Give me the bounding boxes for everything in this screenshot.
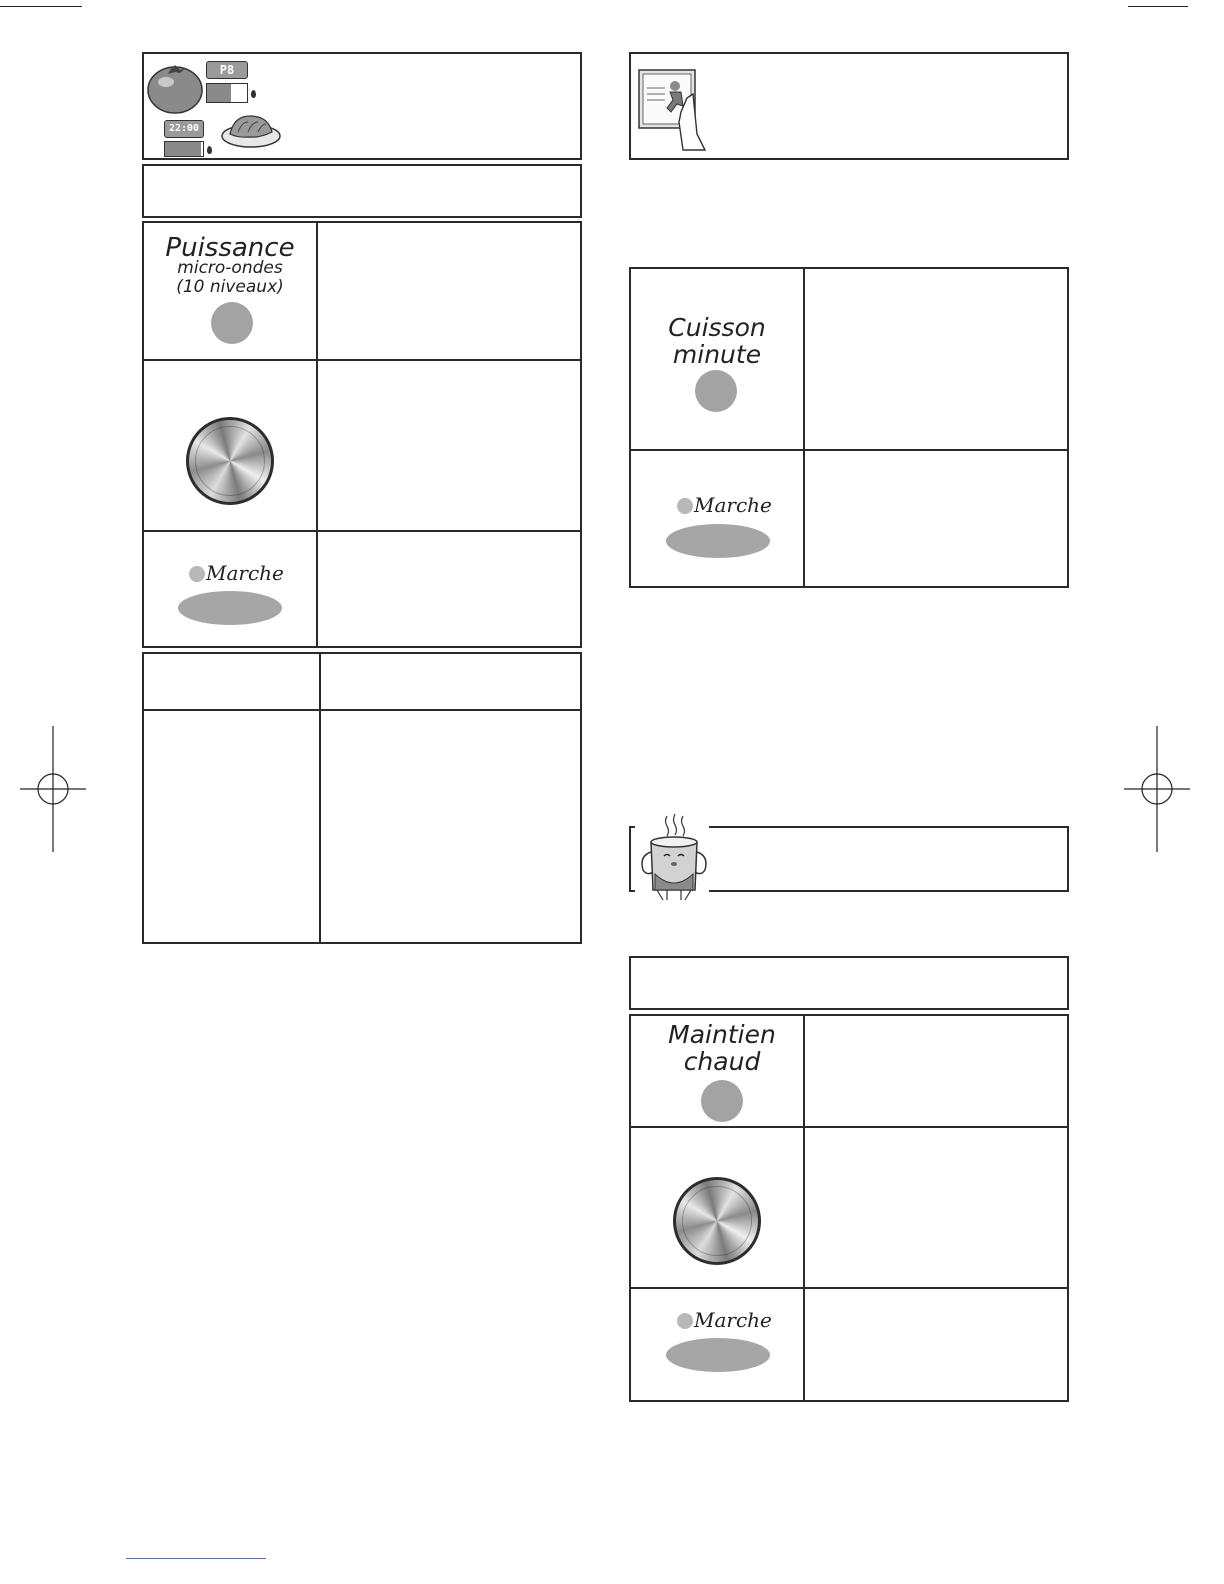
right-keepwarm-table bbox=[629, 1014, 1069, 1402]
start-led-icon bbox=[189, 566, 205, 582]
registration-mark-right-icon bbox=[1124, 726, 1190, 852]
start-label: Marche bbox=[694, 1308, 772, 1332]
quick-cook-button[interactable] bbox=[695, 370, 737, 412]
dial-knob-icon[interactable] bbox=[186, 417, 274, 505]
crop-mark-top-right bbox=[1128, 6, 1188, 7]
start-led-icon bbox=[677, 1313, 693, 1329]
quick-label-line1: Cuisson bbox=[668, 313, 766, 342]
start-led-icon bbox=[677, 498, 693, 514]
left-illustration-box bbox=[142, 52, 582, 160]
start-label: Marche bbox=[206, 561, 284, 585]
right-quick-table bbox=[629, 267, 1069, 588]
right-illustration-box bbox=[629, 52, 1069, 160]
power-label-main: Puissance bbox=[165, 233, 295, 263]
lcd-clock-icon bbox=[164, 120, 204, 138]
left-steps-table bbox=[142, 221, 582, 648]
power-label-sub2: (10 niveaux) bbox=[176, 277, 284, 297]
display-p8-text: P8 bbox=[219, 63, 235, 77]
level-bar-2-icon bbox=[164, 141, 204, 157]
keep-warm-button[interactable] bbox=[701, 1080, 743, 1122]
manual-pointer-icon bbox=[637, 64, 709, 152]
dish-icon bbox=[220, 110, 282, 150]
keepwarm-label-line1: Maintien bbox=[668, 1020, 776, 1049]
lcd-display-icon bbox=[206, 61, 248, 79]
power-label-sub1: micro-ondes bbox=[177, 258, 283, 278]
display-clock-text: 22:00 bbox=[168, 123, 200, 134]
left-info-table bbox=[142, 652, 582, 944]
dial-knob-icon[interactable] bbox=[673, 1177, 761, 1265]
start-button[interactable] bbox=[178, 591, 282, 625]
tomato-icon bbox=[146, 62, 204, 114]
drop-icon bbox=[251, 90, 256, 98]
start-button[interactable] bbox=[666, 524, 770, 558]
quick-label-line2: minute bbox=[672, 340, 762, 369]
power-button[interactable] bbox=[211, 302, 253, 344]
right-header-box bbox=[629, 956, 1069, 1010]
start-label: Marche bbox=[694, 493, 772, 517]
crop-mark-bottom bbox=[126, 1558, 266, 1559]
crop-mark-top-left bbox=[0, 6, 82, 7]
start-button[interactable] bbox=[666, 1338, 770, 1372]
drop-2-icon bbox=[207, 146, 212, 154]
mug-mascot-icon bbox=[637, 812, 711, 904]
left-header-box bbox=[142, 164, 582, 218]
registration-mark-left-icon bbox=[20, 726, 86, 852]
keepwarm-label-line2: chaud bbox=[683, 1047, 761, 1076]
tip-box bbox=[629, 826, 1069, 892]
level-bar-icon bbox=[206, 83, 248, 103]
